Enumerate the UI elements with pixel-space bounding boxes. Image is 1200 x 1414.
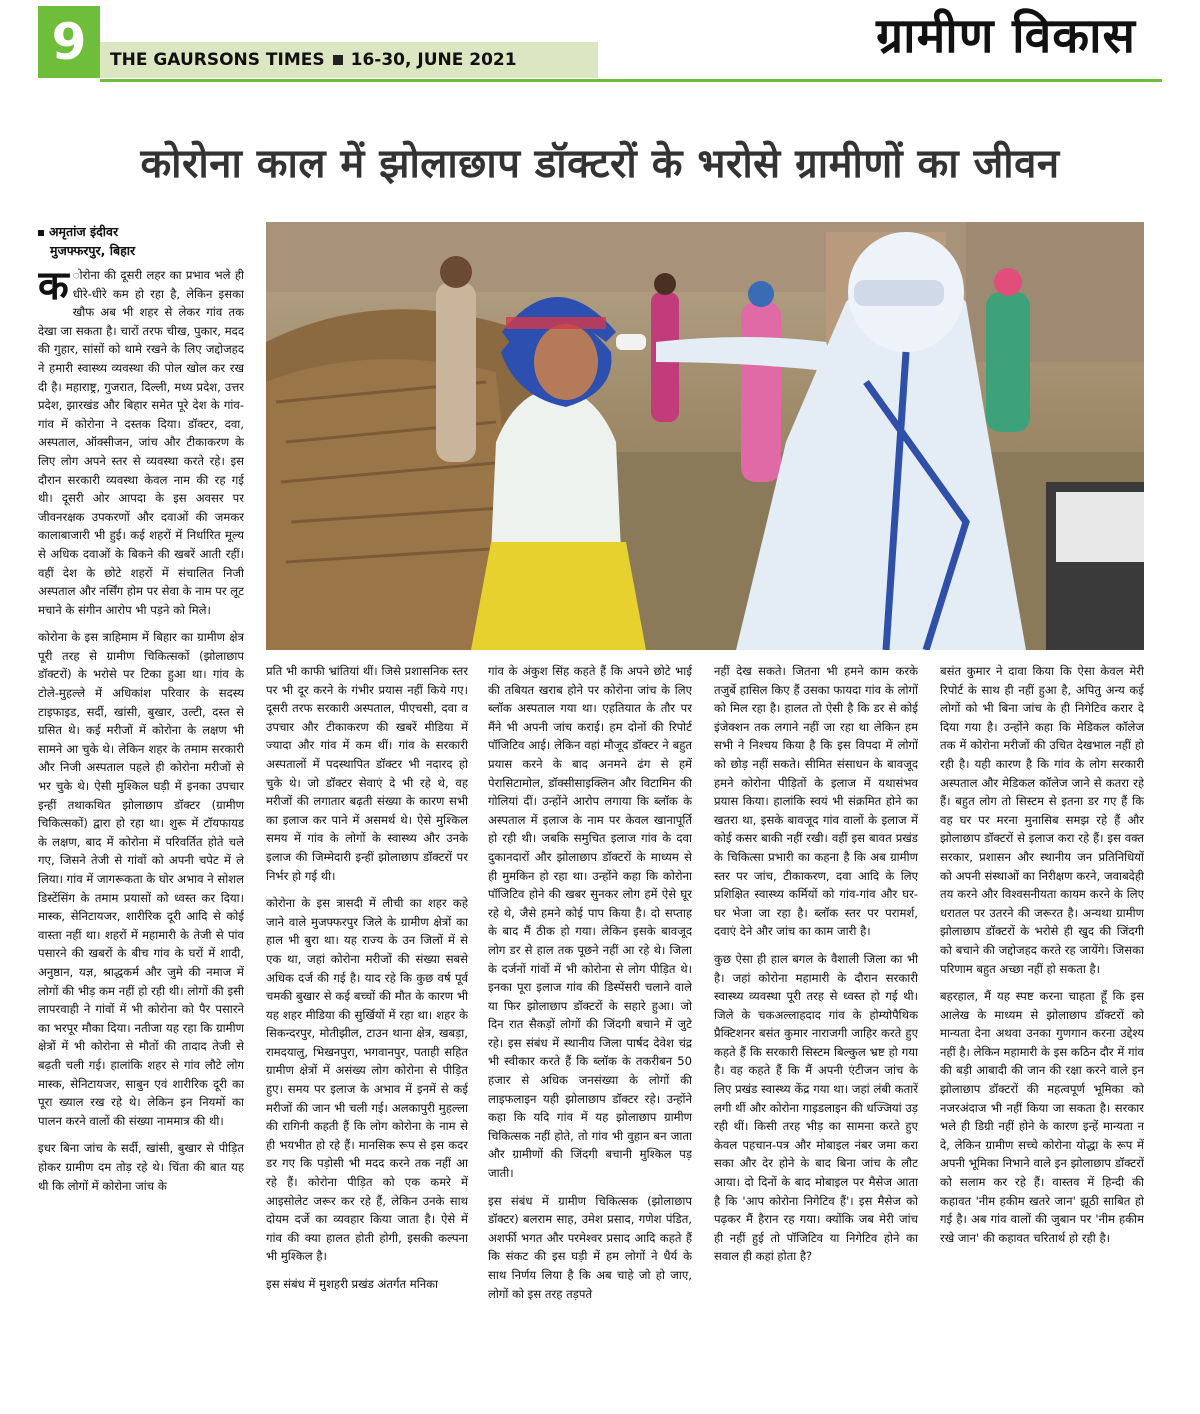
- paragraph: प्रति भी काफी भ्रांतियां थीं। जिसे प्रशासनिक स्तर पर भी दूर करने के गंभीर प्रयास नहीं किये गए। दूसरी तरफ सरकारी अस्पताल, पीएचसी, दवा व उपचार और टीकाकरण की खबरें मीडिया में ज्यादा और गांव में कम थीं। गांव के सरकारी अस्पतालों में पदस्थापित डॉक्टर भी नदारद हो चुके थे। जो डॉक्टर सेवाएं दे भी रहे थे, वह मरीजों की लगातार बढ़ती संख्या के कारण सभी का इलाज कर पाने में असमर्थ थे। ऐसे मुश्किल समय में गांव के लोगों के स्वास्थ्य और उनके इलाज की जिम्मेदारी इन्हीं झोलाछाप डॉक्टरों पर निर्भर हो गई थी।: [266, 664, 468, 883]
- paragraph: इस संबंध में ग्रामीण चिकित्सक (झोलाछाप डॉक्टर) बलराम साह, उमेश प्रसाद, गणेश पंडित, अशर्फी भगत और परमेश्वर प्रसाद आदि कहते हैं कि संकट की इस घड़ी में हम लोगों ने धैर्य के साथ निर्णय लिया है कि अब चाहे जो हो जाए, लोगों को इस तरह तड़पते: [488, 1193, 692, 1301]
- paragraph: बहरहाल, मैं यह स्पष्ट करना चाहता हूँ कि इस आलेख के माध्यम से झोलाछाप डॉक्टरों को मान्यता देना अथवा उनका गुणगान करना उद्देश्य नहीं है। लेकिन महामारी के इस कठिन दौर में गांव की बड़ी आबादी की जान की रक्षा करने वाले इन झोलाछाप डॉक्टरों की महत्वपूर्ण भूमिका को नजरअंदाज भी नहीं किया जा सकता है। सरकार भले ही डिग्री नहीं होने के कारण इन्हें मान्यता न दे, लेकिन ग्रामीण सच्चे कोरोना योद्धा के रूप में अपनी भूमिका निभाने वाले इन झोलाछाप डॉक्टरों को सलाम कर रहे हैं। वास्तव में हिन्दी की कहावत 'नीम हकीम खतरे जान' झूठी साबित हो गई है। अब गांव वालों की जुबान पर 'नीम हकीम रखे जान' की कहावत चरितार्थ हो रही है।: [940, 989, 1144, 1245]
- article-column-5: [940, 662, 1144, 1408]
- paragraph: कोरोना के इस त्रासदी में लीची का शहर कहे जाने वाले मुजफ्फरपुर जिले के ग्रामीण क्षेत्रों का हाल भी बुरा था। यह राज्य के उन जिलों में से एक था, जहां कोरोना मरीजों की संख्या सबसे अधिक दर्ज की गई है। याद रहे कि कुछ वर्ष पूर्व चमकी बुखार से कई बच्चों की मौत के कारण भी यह शहर मीडिया की सुर्खियों में रहा था। शहर के सिकन्दरपुर, मोतीझील, टाउन थाना क्षेत्र, खबड़ा, रामदयालु, भिखनपुरा, भगवानपुर, पताही सहित ग्रामीण क्षेत्रों में असंख्य लोग कोरोना से पीड़ित हुए। समय पर इलाज के अभाव में इनमें से कई मरीजों की जान भी चली गई। अलकापुरी मुहल्ला की रागिनी कहती हैं कि लोग कोरोना के नाम से ही भयभीत हो रहे हैं। मानसिक रूप से इस कदर डर गए कि पड़ोसी भी मदद करने तक नहीं आ रहे हैं। कोरोना पीड़ित को एक कमरे में आइसोलेट जरूर कर रहे हैं, लेकिन उनके साथ दोयम दर्जे का व्यवहार किया जाता है। ऐसे में गांव की क्या हालत होती होगी, इसकी कल्पना भी मुश्किल है।: [266, 896, 468, 1264]
- article-photo: [266, 222, 1144, 650]
- paragraph: [38, 263, 244, 619]
- article-column-1: [38, 222, 244, 1408]
- paragraph: कुछ ऐसा ही हाल बगल के वैशाली जिला का भी है। जहां कोरोना महामारी के दौरान सरकारी स्वास्थ्य व्यवस्था पूरी तरह से ध्वस्त हो गई थी। जिले के चकअल्लाहदाद गांव के होम्योपैथिक प्रैक्टिशनर बसंत कुमार नाराजगी जाहिर करते हुए कहते हैं कि सरकारी सिस्टम बिल्कुल भ्रष्ट हो गया है। वह कहते हैं कि मैं अपनी एंटीजन जांच के लिए प्रखंड स्वास्थ्य केंद्र गया था। जहां लंबी कतारें लगी थीं और कोरोना गाइडलाइन की धज्जियां उड़ रही थीं। किसी तरह भीड़ का सामना करते हुए केवल पहचान-पत्र और मोबाइल नंबर जमा करा सका और देर होने के बाद बिना जांच के लौट आया। दो दिनों के बाद मोबाइल पर मैसेज आता है कि 'आप कोरोना निगेटिव हैं'। इस मैसेज को पढ़कर मैं हैरान रह गया। क्योंकि जब मेरी जांच ही नहीं हुई तो पॉजिटिव या निगेटिव होने का सवाल ही कहां होता है?: [714, 951, 918, 1264]
- publication-name: THE GAURSONS TIMES: [110, 50, 325, 70]
- paragraph: नहीं देख सकते। जितना भी हमने काम करके तजुर्बे हासिल किए हैं उसका फायदा गांव के लोगों को मिल रहा है। हालत तो ऐसी है कि डर से कोई इंजेक्शन तक लगाने नहीं जा रहा था लेकिन हम सभी ने निश्चय किया है कि इस विपदा में लोगों को छोड़ नहीं सकते। सीमित संसाधन के बावजूद हमने कोरोना पीड़ितों के इलाज में यथासंभव प्रयास किया। हालांकि स्वयं भी संक्रमित होने का खतरा था, इसके बावजूद गांव वालों के इलाज में कोई कसर बाकी नहीं रखी। वहीं इस बावत प्रखंड के चिकित्सा प्रभारी का कहना है कि अब ग्रामीण स्तर पर जांच, टीकाकरण, दवा आदि के लिए प्रशिक्षित स्वास्थ्य कर्मियों को गांव-गांव और घर-घर भेजा जा रहा है। ब्लॉक स्तर पर परामर्श, दवाएं देने और जांच का काम जारी है।: [714, 664, 918, 939]
- square-bullet-icon: [333, 55, 343, 65]
- masthead: [38, 6, 1162, 80]
- section-title: ग्रामीण विकास: [876, 8, 1136, 64]
- paragraph-text: ोरोना की दूसरी लहर का प्रभाव भले ही धीरे-धीरे कम हो रहा है, लेकिन इसका खौफ अब भी शहर से लेकर गांव तक देखा जा सकता है। चारों तरफ चीख, पुकार, मदद की गुहार, सांसों को थामे रखने के लिए जद्दोजहद ने हमारी स्वास्थ्य व्यवस्था की पोल खोल कर रख दी है। महाराष्ट्र, गुजरात, दिल्ली, मध्य प्रदेश, उत्तर प्रदेश, झारखंड और बिहार समेत पूरे देश के गांव-गांव में कोरोना ने दस्तक दिया। डॉक्टर, दवा, अस्पताल, ऑक्सीजन, जांच और टीकाकरण के लिए लोग अपने स्तर से व्यवस्था करते रहे। इस दौरान सरकारी व्यवस्था केवल नाम की रह गई थी। दूसरी ओर आपदा के इस अवसर पर जीवनरक्षक उपकरणों और दवाओं की जमकर कालाबाजारी भी हुई। कई शहरों में निर्धारित मूल्य से अधिक दवाओं के बिकने की खबरें आती रहीं। वहीं देश के छोटे शहरों में संचालित निजी अस्पताल और नर्सिंग होम पर सेवा के नाम पर लूट मचाने के संगीन आरोप भी पड़ने को मिले।: [38, 268, 244, 617]
- issue-date: 16-30, JUNE 2021: [350, 50, 517, 70]
- paragraph: इधर बिना जांच के सर्दी, खांसी, बुखार से पीड़ित होकर ग्रामीण दम तोड़ रहे थे। चिंता की बात यह थी कि लोगों में कोरोना जांच के: [38, 1141, 244, 1193]
- article-column-2: [266, 662, 468, 1408]
- drop-cap: क: [38, 263, 69, 309]
- paragraph: कोरोना के इस त्राहिमाम में बिहार का ग्रामीण क्षेत्र पूरी तरह से ग्रामीण चिकित्सकों (झोलाछाप डॉक्टरों) के भरोसे पर टिका हुआ था। गांव के टोले-मुहल्ले में अधिकांश परिवार के सदस्य टाइफाइड, सर्दी, खांसी, बुखार, उल्टी, दस्त से ग्रसित थे। कई मरीजों में कोरोना के लक्षण भी सामने आ चुके थे। लेकिन शहर के तमाम सरकारी और निजी अस्पताल पहले ही कोरोना मरीजों से भर चुके थे। ऐसी मुश्किल घड़ी में इनका उपचार इन्हीं तथाकथित झोलाछाप डॉक्टर (ग्रामीण चिकित्सकों) द्वारा हो रहा था। शुरू में टॉयफायड के लक्षण, बाद में कोरोना में परिवर्तित होते चले गए, जिसने तेजी से गांवों को अपनी चपेट में ले लिया। गांव में जागरूकता के घोर अभाव ने सोशल डिस्टेंसिंग के तमाम प्रयासों को ध्वस्त कर दिया। मास्क, सेनिटायजर, शारीरिक दूरी आदि से कोई वास्ता नहीं था। शहरों में महामारी के तेजी से पांव पसारने की खबरों के बीच गांव के घरों में शादी, अनुष्ठान, यज्ञ, श्राद्धकर्म और जुमे की नमाज में लोगों की भीड़ कम नहीं हो रही थी। लोगों की इसी लापरवाही ने गांवों में भी कोरोना को पैर पसारने का भरपूर मौका दिया। नतीजा यह रहा कि ग्रामीण क्षेत्रों में भी कोरोना से मौतों की तादाद तेजी से बढ़ती चली गई। हालांकि शहर से गांव लौटे लोग मास्क, सेनिटायजर, साबुन एवं शारीरिक दूरी का पूरा ख्याल रख रहे थे। लेकिन इन नियमों का पालन करने वालों की संख्या नाममात्र की थी।: [38, 630, 244, 1128]
- byline: [38, 222, 244, 241]
- paragraph: इस संबंध में मुशहरी प्रखंड अंतर्गत मनिका: [266, 1277, 439, 1291]
- article-column-3: [488, 662, 692, 1408]
- author-name: अमृतांज इंदीवर: [49, 224, 119, 239]
- page-number: 9: [38, 6, 100, 78]
- publication-bar: [100, 42, 598, 78]
- paragraph: गांव के अंकुश सिंह कहते हैं कि अपने छोटे भाई की तबियत खराब होने पर कोरोना जांच के लिए ब्लॉक अस्पताल गया था। एहतियात के तौर पर मैंने भी अपनी जांच कराई। हम दोनों की रिपोर्ट पॉजिटिव आई। लेकिन वहां मौजूद डॉक्टर ने बहुत प्रयास करने के बाद अनमने ढंग से हमें पेरासिटामोल, डॉक्सीसाइक्लिन और विटामिन की गोलियां दीं। उन्होंने आरोप लगाया कि ब्लॉक के अस्पताल में इलाज के नाम पर केवल खानापूर्ति हो रही थी। जबकि समुचित इलाज गांव के दवा दुकानदारों और झोलाछाप डॉक्टरों के माध्यम से ही मुमकिन हो रहा था। उन्होंने कहा कि कोरोना पॉजिटिव होने की खबर सुनकर लोग हमें ऐसे घूर रहे थे, जैसे हमने कोई पाप किया है। दो सप्ताह के बाद मैं ठीक हो गया। लेकिन इसके बावजूद लोग डर से हाल तक पूछने नहीं आ रहे थे। जिला के दर्जनों गांवों में भी कोरोना से लोग पीड़ित थे। इनका पूरा इलाज गांव की डिस्पेंसरी चलाने वाले या फिर झोलाछाप डॉक्टरों के सहारे हुआ। जो दिन रात सैकड़ों लोगों की जिंदगी बचाने में जुटे रहे। इस संबंध में स्थानीय जिला पार्षद देवेश चंद्र भी स्वीकार करते हैं कि ब्लॉक के तकरीबन 50 हजार से अधिक जनसंख्या के लोगों की लाइफलाइन यही झोलाछाप डॉक्टर रहे। उन्होंने कहा कि यदि गांव में यह झोलाछाप ग्रामीण चिकित्सक नहीं होते, तो गांव भी वुहान बन जाता और ग्रामीणों की जिंदगी बचानी मुश्किल पड़ जाती।: [488, 664, 692, 1181]
- covid-swab-test-illustration: [266, 222, 1144, 650]
- paragraph: बसंत कुमार ने दावा किया कि ऐसा केवल मेरी रिपोर्ट के साथ ही नहीं हुआ है, अपितु अन्य कई लोगों को भी बिना जांच के ही निगेटिव करार दे दिया गया है। उन्होंने कहा कि मेडिकल कॉलेज तक में कोरोना मरीजों की उचित देखभाल नहीं हो रही है। यही कारण है कि गांव के लोग सरकारी अस्पताल और मेडिकल कॉलेज जाने से कतरा रहे हैं। बहुत लोग तो सिस्टम से इतना डर गए हैं कि वह घर पर मरना मुनासिब समझ रहे हैं और झोलाछाप डॉक्टरों से इलाज करा रहे हैं। इस वक्त सरकार, प्रशासन और स्थानीय जन प्रतिनिधियों को अपनी संस्थाओं का निरीक्षण करने, जवाबदेही तय करने और विश्वसनीयता कायम करने के लिए धरातल पर उतरने की जरूरत है। अन्यथा ग्रामीण झोलाछाप डॉक्टरों के भरोसे ही खुद की जिंदगी को बचाने की जद्दोजहद करते रह जायेंगे। जिसका परिणाम बहुत अच्छा नहीं हो सकता है।: [940, 664, 1144, 976]
- article-headline: कोरोना काल में झोलाछाप डॉक्टरों के भरोसे ग्रामीणों का जीवन: [140, 141, 1060, 187]
- article-column-4: [714, 662, 918, 1408]
- header-rule: [100, 79, 1162, 82]
- square-bullet-icon: [38, 230, 44, 236]
- dateline: मुजफ्फरपुर, बिहार: [50, 243, 136, 258]
